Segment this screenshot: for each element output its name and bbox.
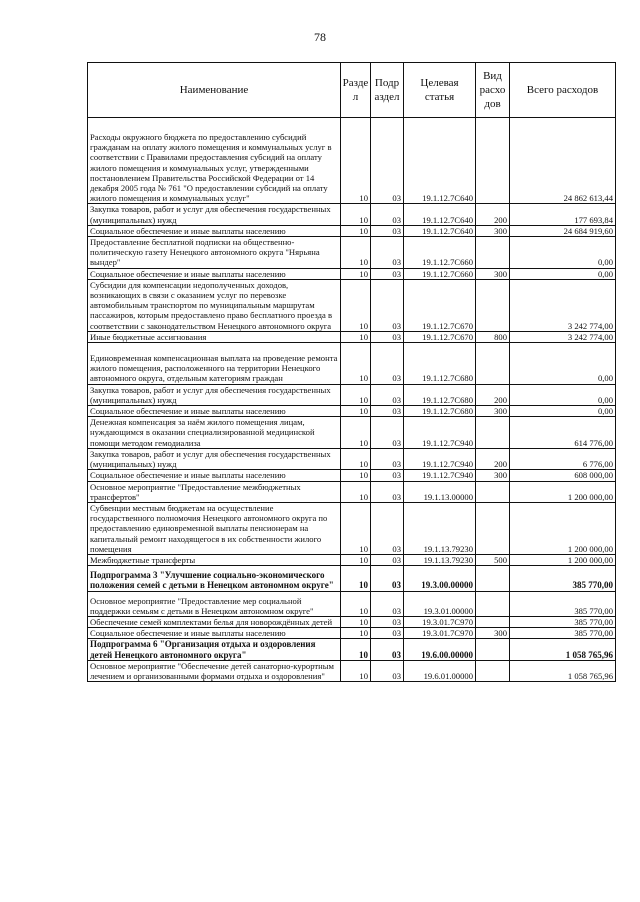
header-expense-type: Вид расхо дов (476, 63, 510, 118)
row-expense-type: 300 (476, 268, 510, 279)
table-row (88, 660, 616, 681)
row-section: 10 (341, 660, 371, 681)
row-section: 10 (341, 331, 371, 342)
row-expense-type (476, 502, 510, 554)
row-target: 19.6.00.00000 (404, 639, 476, 660)
row-name: Расходы окружного бюджета по предоставлению субсидий гражданам на оплату жилого помещения и коммунальных услуг в соответствии с Правилами предоставления субсидий на оплату жилого помещения и коммунальных услуг, утвержденными постановлением Правительства Российской Федерации от 14 декабря 2005 года № 761 "О предоставлении субсидий на оплату жилого помещения и коммунальных услуг" (88, 118, 341, 204)
row-target: 19.3.01.7С970 (404, 628, 476, 639)
row-expense-type: 300 (476, 470, 510, 481)
header-target: Целевая статья (404, 63, 476, 118)
row-amount: 3 242 774,00 (510, 279, 616, 331)
row-subsection: 03 (371, 660, 404, 681)
row-target: 19.1.12.7С670 (404, 279, 476, 331)
row-name: Предоставление бесплатной подписки на общественно-политическую газету Ненецкого автономного округа "Нярьяна вындер" (88, 237, 341, 269)
row-section: 10 (341, 616, 371, 627)
row-subsection: 03 (371, 204, 404, 225)
row-name: Закупка товаров, работ и услуг для обеспечения государственных (муниципальных) нужд (88, 448, 341, 469)
table-row (88, 279, 616, 331)
row-name: Основное мероприятие "Предоставление мер социальной поддержки семьям с детьми в Ненецком автономном округе" (88, 591, 341, 616)
row-name: Подпрограмма 6 "Организация отдыха и оздоровления детей Ненецкого автономного округа" (88, 639, 341, 660)
row-name: Основное мероприятие "Предоставление межбюджетных трансфертов" (88, 481, 341, 502)
row-subsection: 03 (371, 448, 404, 469)
row-subsection: 03 (371, 268, 404, 279)
table-row (88, 448, 616, 469)
row-section: 10 (341, 481, 371, 502)
row-section: 10 (341, 204, 371, 225)
header-name: Наименование (88, 63, 341, 118)
table-row (88, 628, 616, 639)
table-row (88, 118, 616, 204)
table-row (88, 237, 616, 269)
row-subsection: 03 (371, 343, 404, 385)
row-name: Социальное обеспечение и иные выплаты населению (88, 628, 341, 639)
row-section: 10 (341, 406, 371, 417)
row-expense-type: 300 (476, 406, 510, 417)
row-amount: 385 770,00 (510, 566, 616, 591)
row-subsection: 03 (371, 279, 404, 331)
row-amount: 24 684 919,60 (510, 225, 616, 236)
row-amount: 0,00 (510, 268, 616, 279)
row-target: 19.1.12.7С680 (404, 384, 476, 405)
row-subsection: 03 (371, 591, 404, 616)
row-amount: 1 058 765,96 (510, 660, 616, 681)
row-expense-type (476, 616, 510, 627)
row-target: 19.1.12.7С940 (404, 417, 476, 449)
row-name: Единовременная компенсационная выплата на проведение ремонта жилого помещения, расположенного на территории Ненецкого автономного округа, отдельным категориям граждан (88, 343, 341, 385)
table-row (88, 639, 616, 660)
row-target: 19.1.12.7С640 (404, 118, 476, 204)
row-target: 19.3.01.7С970 (404, 616, 476, 627)
row-amount: 6 776,00 (510, 448, 616, 469)
budget-table (87, 62, 616, 682)
row-subsection: 03 (371, 225, 404, 236)
row-expense-type (476, 343, 510, 385)
table-row (88, 591, 616, 616)
row-target: 19.1.13.00000 (404, 481, 476, 502)
row-expense-type: 200 (476, 384, 510, 405)
table-row (88, 331, 616, 342)
row-subsection: 03 (371, 502, 404, 554)
row-name: Межбюджетные трансферты (88, 554, 341, 565)
table-row (88, 406, 616, 417)
row-amount: 614 776,00 (510, 417, 616, 449)
row-section: 10 (341, 502, 371, 554)
row-name: Социальное обеспечение и иные выплаты населению (88, 225, 341, 236)
row-subsection: 03 (371, 417, 404, 449)
row-name: Закупка товаров, работ и услуг для обеспечения государственных (муниципальных) нужд (88, 204, 341, 225)
row-name: Иные бюджетные ассигнования (88, 331, 341, 342)
row-subsection: 03 (371, 639, 404, 660)
row-section: 10 (341, 628, 371, 639)
row-section: 10 (341, 118, 371, 204)
row-amount: 608 000,00 (510, 470, 616, 481)
row-target: 19.6.01.00000 (404, 660, 476, 681)
table-row (88, 481, 616, 502)
row-expense-type (476, 417, 510, 449)
row-amount: 1 200 000,00 (510, 554, 616, 565)
row-subsection: 03 (371, 481, 404, 502)
row-name: Обеспечение семей комплектами белья для новорождённых детей (88, 616, 341, 627)
header-subsection: Подр аздел (371, 63, 404, 118)
row-target: 19.3.00.00000 (404, 566, 476, 591)
row-amount: 177 693,84 (510, 204, 616, 225)
table-row (88, 616, 616, 627)
row-amount: 24 862 613,44 (510, 118, 616, 204)
table-row (88, 470, 616, 481)
row-expense-type (476, 566, 510, 591)
table-row (88, 225, 616, 236)
row-expense-type: 500 (476, 554, 510, 565)
table-row (88, 502, 616, 554)
row-target: 19.1.13.79230 (404, 554, 476, 565)
row-section: 10 (341, 591, 371, 616)
row-target: 19.1.12.7С680 (404, 406, 476, 417)
row-amount: 385 770,00 (510, 591, 616, 616)
row-expense-type (476, 481, 510, 502)
row-amount: 0,00 (510, 384, 616, 405)
row-expense-type (476, 660, 510, 681)
row-target: 19.1.12.7С940 (404, 470, 476, 481)
row-target: 19.1.12.7С940 (404, 448, 476, 469)
row-subsection: 03 (371, 331, 404, 342)
row-name: Подпрограмма 3 "Улучшение социально-экономического положения семей с детьми в Ненецком автономном округе" (88, 566, 341, 591)
row-amount: 1 200 000,00 (510, 481, 616, 502)
row-section: 10 (341, 279, 371, 331)
row-target: 19.1.12.7С680 (404, 343, 476, 385)
row-expense-type (476, 279, 510, 331)
row-target: 19.1.13.79230 (404, 502, 476, 554)
table-row (88, 554, 616, 565)
row-subsection: 03 (371, 628, 404, 639)
row-subsection: 03 (371, 566, 404, 591)
row-subsection: 03 (371, 406, 404, 417)
row-section: 10 (341, 639, 371, 660)
row-name: Субсидии для компенсации недополученных доходов, возникающих в связи с оказанием услуг по перевозке автомобильным транспортом по муниципальным маршрутам пассажиров, которым предоставлено право бесплатного проезда в соответствии с законодательством Ненецкого автономного округа (88, 279, 341, 331)
row-amount: 3 242 774,00 (510, 331, 616, 342)
header-section: Разде л (341, 63, 371, 118)
row-name: Основное мероприятие "Обеспечение детей санаторно-курортным лечением и организованными формами отдыха и оздоровления" (88, 660, 341, 681)
row-expense-type (476, 639, 510, 660)
row-target: 19.3.01.00000 (404, 591, 476, 616)
row-name: Денежная компенсация за наём жилого помещения лицам, нуждающимся в оказании специализированной медицинской помощи методом гемодиализа (88, 417, 341, 449)
page-number: 78 (314, 30, 326, 44)
row-expense-type: 200 (476, 204, 510, 225)
row-target: 19.1.12.7С660 (404, 237, 476, 269)
row-expense-type (476, 591, 510, 616)
row-section: 10 (341, 448, 371, 469)
row-section: 10 (341, 554, 371, 565)
row-subsection: 03 (371, 616, 404, 627)
row-amount: 0,00 (510, 237, 616, 269)
row-subsection: 03 (371, 384, 404, 405)
table-header-row (88, 63, 616, 118)
row-expense-type: 300 (476, 628, 510, 639)
row-name: Субвенции местным бюджетам на осуществление государственного полномочия Ненецкого автономного округа по предоставлению единовременной выплаты пенсионерам на капитальный ремонт находящегося в их собственности жилого помещения (88, 502, 341, 554)
row-subsection: 03 (371, 118, 404, 204)
row-name: Социальное обеспечение и иные выплаты населению (88, 406, 341, 417)
row-expense-type: 300 (476, 225, 510, 236)
row-target: 19.1.12.7С670 (404, 331, 476, 342)
table-row (88, 268, 616, 279)
row-expense-type (476, 237, 510, 269)
row-amount: 0,00 (510, 406, 616, 417)
row-section: 10 (341, 225, 371, 236)
table-row (88, 417, 616, 449)
row-target: 19.1.12.7С660 (404, 268, 476, 279)
table-row (88, 204, 616, 225)
row-amount: 385 770,00 (510, 616, 616, 627)
row-expense-type: 800 (476, 331, 510, 342)
table-row (88, 566, 616, 591)
row-expense-type (476, 118, 510, 204)
row-subsection: 03 (371, 554, 404, 565)
row-section: 10 (341, 237, 371, 269)
row-amount: 1 058 765,96 (510, 639, 616, 660)
row-section: 10 (341, 268, 371, 279)
row-name: Социальное обеспечение и иные выплаты населению (88, 268, 341, 279)
row-amount: 385 770,00 (510, 628, 616, 639)
table-row (88, 384, 616, 405)
row-section: 10 (341, 470, 371, 481)
row-amount: 1 200 000,00 (510, 502, 616, 554)
row-name: Социальное обеспечение и иные выплаты населению (88, 470, 341, 481)
row-section: 10 (341, 384, 371, 405)
row-amount: 0,00 (510, 343, 616, 385)
row-expense-type: 200 (476, 448, 510, 469)
header-total: Всего расходов (510, 63, 616, 118)
row-target: 19.1.12.7С640 (404, 225, 476, 236)
row-target: 19.1.12.7С640 (404, 204, 476, 225)
row-subsection: 03 (371, 470, 404, 481)
row-section: 10 (341, 566, 371, 591)
row-section: 10 (341, 343, 371, 385)
row-section: 10 (341, 417, 371, 449)
row-subsection: 03 (371, 237, 404, 269)
row-name: Закупка товаров, работ и услуг для обеспечения государственных (муниципальных) нужд (88, 384, 341, 405)
table-row (88, 343, 616, 385)
